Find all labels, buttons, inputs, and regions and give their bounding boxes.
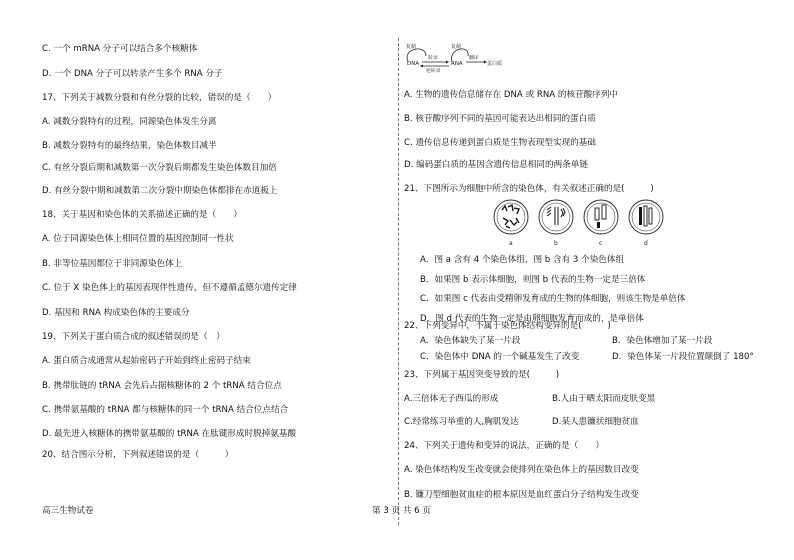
chromosome-cells-figure — [492, 196, 670, 248]
dna-replicate-label: 复制 — [406, 44, 417, 50]
q19-option-c: C. 携带氨基酸的 tRNA 都与核糖体的同一个 tRNA 结合位点结合 — [42, 405, 289, 415]
cell-d-label: d — [644, 240, 648, 247]
cell-a-label: a — [509, 240, 513, 247]
central-dogma-diagram — [404, 40, 504, 74]
q21-option-d: D．图 d 代表的生物一定是由卵细胞发育而成的，是单倍体 — [420, 314, 644, 324]
q17-option-b: B. 减数分裂特有的最终结果，染色体数目减半 — [42, 141, 217, 151]
cell-a — [494, 200, 528, 247]
cell-d — [629, 200, 663, 247]
q18-option-d: D. 基因和 RNA 构成染色体的主要成分 — [42, 308, 190, 318]
q19-stem: 19、下列关于蛋白质合成的叙述错误的是（ ） — [42, 332, 225, 342]
q18-option-b: B. 非等位基因都位于非同源染色体上 — [42, 259, 183, 269]
q21-stem: 21、下图所示为细胞中所含的染色体，有关叙述正确的是( ) — [404, 184, 654, 194]
q21-option-b: B．如果图 b 表示体细胞，则图 b 代表的生物一定是三倍体 — [420, 275, 646, 285]
q21-option-a: A．图 a 含有 4 个染色体组，图 b 含有 3 个染色体组 — [420, 255, 625, 265]
q18-option-c: C. 位于 X 染色体上的基因表现伴性遗传，但不遵循孟德尔遗传定律 — [42, 283, 297, 293]
q22-option-a: A．染色体缺失了某一片段 — [420, 336, 521, 346]
cell-c — [584, 200, 618, 247]
dna-label: DNA — [407, 61, 420, 67]
q16-option-c: C. 一个 mRNA 分子可以结合多个核糖体 — [42, 44, 198, 54]
q17-option-a: A. 减数分裂特有的过程，同源染色体发生分离 — [42, 117, 217, 127]
rna-replicate-label: 复制 — [451, 44, 462, 50]
q23-option-a: A.三倍体无子西瓜的形成 — [404, 394, 499, 404]
q20-option-d: D. 编码蛋白质的基因含遗传信息相同的两条单链 — [404, 160, 588, 170]
translation-label: 翻译 — [469, 56, 479, 61]
q16-option-d: D. 一个 DNA 分子可以转录产生多个 RNA 分子 — [42, 69, 223, 79]
q24-option-b: B. 镰刀型细胞贫血症的根本原因是血红蛋白分子结构发生改变 — [404, 490, 639, 500]
rna-label: RNA — [451, 61, 463, 67]
q23-option-c: C.经常练习举重的人,胸肌发达 — [404, 417, 519, 427]
q23-stem: 23、下列属于基因突变导致的是( ) — [404, 370, 560, 380]
q20-option-c: C. 遗传信息传递到蛋白质是生物表现型实现的基础 — [404, 138, 596, 148]
q19-option-a: A. 蛋白质合成通常从起始密码子开始到终止密码子结束 — [42, 356, 251, 366]
q19-option-b: B. 携带肽链的 tRNA 会先后占据核糖体的 2 个 tRNA 结合位点 — [42, 381, 282, 391]
footer-page-number: 第 3 页 共 6 页 — [372, 506, 431, 516]
cell-b-label: b — [554, 240, 558, 247]
q20-option-b: B. 核苷酸序列不同的基因可能表达出相同的蛋白质 — [404, 114, 596, 124]
q21-option-c: C．如果图 c 代表由受精卵发育成的生物的体细胞，则该生物是单倍体 — [420, 294, 686, 304]
q22-stem: 22、下列变异中，不属于染色体结构变异的是( ) — [404, 321, 611, 331]
cell-c-label: c — [599, 240, 603, 247]
cell-b — [539, 200, 573, 247]
q22-option-b: B．染色体增加了某一片段 — [612, 336, 713, 346]
q24-option-a: A. 染色体结构发生改变就会使排列在染色体上的基因数目改变 — [404, 465, 639, 475]
q19-option-d: D. 最先进入核糖体的携带氨基酸的 tRNA 在肽键形成时脱掉氨基酸 — [42, 429, 297, 439]
q17-option-d: D. 有丝分裂中期和减数第二次分裂中期染色体都排在赤道板上 — [42, 186, 278, 196]
protein-label: 蛋白质 — [487, 61, 503, 67]
q20-stem: 20、结合图示分析，下列叙述错误的是（ ） — [42, 450, 234, 460]
q22-option-d: D．染色体某一片段位置颠倒了 180° — [612, 352, 754, 362]
column-divider — [398, 38, 399, 525]
q23-option-d: D.某人患镰状细胞贫血 — [552, 417, 639, 427]
q18-stem: 18、关于基因和染色体的关系描述正确的是（ ） — [42, 210, 242, 220]
q17-stem: 17、下列关于减数分裂和有丝分裂的比较，错误的是（ ） — [42, 93, 277, 103]
transcription-label: 转录 — [428, 56, 438, 61]
q17-option-c: C. 有丝分裂后期和减数第一次分裂后期都发生染色体数目加倍 — [42, 163, 277, 173]
q24-stem: 24、下列关于遗传和变异的说法，正确的是（ ） — [404, 441, 604, 451]
footer-subject: 高三生物试卷 — [42, 506, 94, 516]
q20-option-a: A. 生物的遗传信息储存在 DNA 或 RNA 的核苷酸序列中 — [404, 90, 619, 100]
q22-option-c: C．染色体中 DNA 的一个碱基发生了改变 — [420, 352, 580, 362]
q18-option-a: A. 位于同源染色体上相同位置的基因控制同一性状 — [42, 234, 234, 244]
q23-option-b: B.人由于晒太阳而皮肤变黑 — [552, 394, 656, 404]
reverse-transcription-label: 逆转录 — [426, 69, 441, 74]
